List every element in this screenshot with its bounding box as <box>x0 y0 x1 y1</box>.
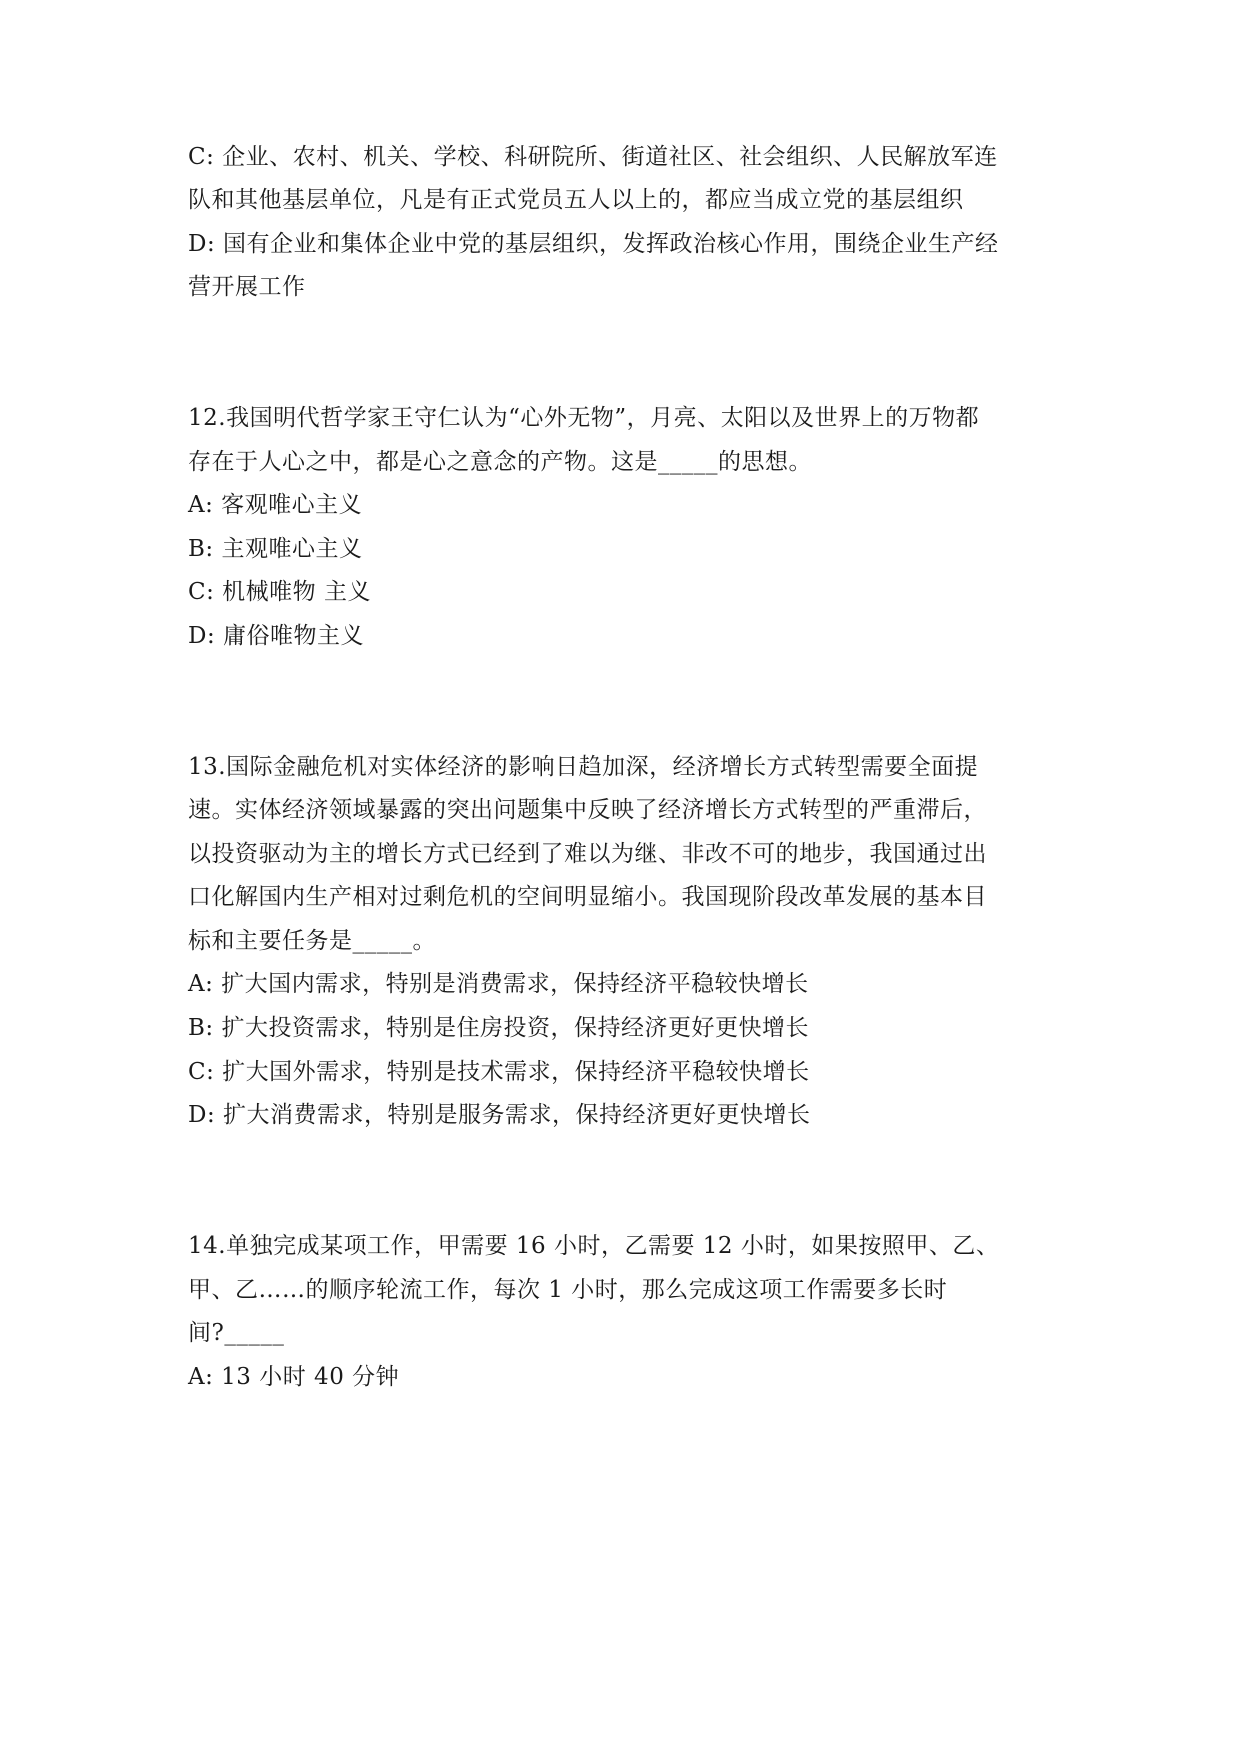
q13-stem-line-4: 口化解国内生产相对过剩危机的空间明显缩小。我国现阶段改革发展的基本目 <box>188 884 987 910</box>
prev-option-c-line-2: 队和其他基层单位，凡是有正式党员五人以上的，都应当成立党的基层组织 <box>188 187 964 213</box>
q12-option-c: C: 机械唯物 主义 <box>188 579 371 605</box>
q14-stem-line-3: 间?_____ <box>188 1320 285 1346</box>
q12-stem-line-1: 12.我国明代哲学家王守仁认为“心外无物”，月亮、太阳以及世界上的万物都 <box>188 405 980 431</box>
q13-stem-line-1: 13.国际金融危机对实体经济的影响日趋加深，经济增长方式转型需要全面提 <box>188 754 979 780</box>
q14-option-a: A: 13 小时 40 分钟 <box>188 1364 400 1390</box>
prev-option-d-line-2: 营开展工作 <box>188 274 306 300</box>
q14-stem-line-2: 甲、乙……的顺序轮流工作，每次 1 小时，那么完成这项工作需要多长时 <box>188 1277 948 1303</box>
q13-stem-line-3: 以投资驱动为主的增长方式已经到了难以为继、非改不可的地步，我国通过出 <box>188 841 987 867</box>
q12-option-d: D: 庸俗唯物主义 <box>188 623 365 649</box>
q13-option-a: A: 扩大国内需求，特别是消费需求，保持经济平稳较快增长 <box>188 971 809 997</box>
q12-option-b: B: 主观唯心主义 <box>188 536 363 562</box>
q12-stem-line-2: 存在于人心之中，都是心之意念的产物。这是_____的思想。 <box>188 449 812 475</box>
q13-stem-line-5: 标和主要任务是_____。 <box>188 928 436 954</box>
q13-option-b: B: 扩大投资需求，特别是住房投资，保持经济更好更快增长 <box>188 1015 809 1041</box>
prev-option-d-line-1: D: 国有企业和集体企业中党的基层组织，发挥政治核心作用，围绕企业生产经 <box>188 231 999 257</box>
q14-stem-line-1: 14.单独完成某项工作，甲需要 16 小时，乙需要 12 小时，如果按照甲、乙、 <box>188 1233 1000 1259</box>
q12-option-a: A: 客观唯心主义 <box>188 492 363 518</box>
q13-option-d: D: 扩大消费需求，特别是服务需求，保持经济更好更快增长 <box>188 1102 811 1128</box>
q13-stem-line-2: 速。实体经济领域暴露的突出问题集中反映了经济增长方式转型的严重滞后， <box>188 797 987 823</box>
prev-option-c-line-1: C: 企业、农村、机关、学校、科研院所、街道社区、社会组织、人民解放军连 <box>188 144 998 170</box>
q13-option-c: C: 扩大国外需求，特别是技术需求，保持经济平稳较快增长 <box>188 1059 810 1085</box>
